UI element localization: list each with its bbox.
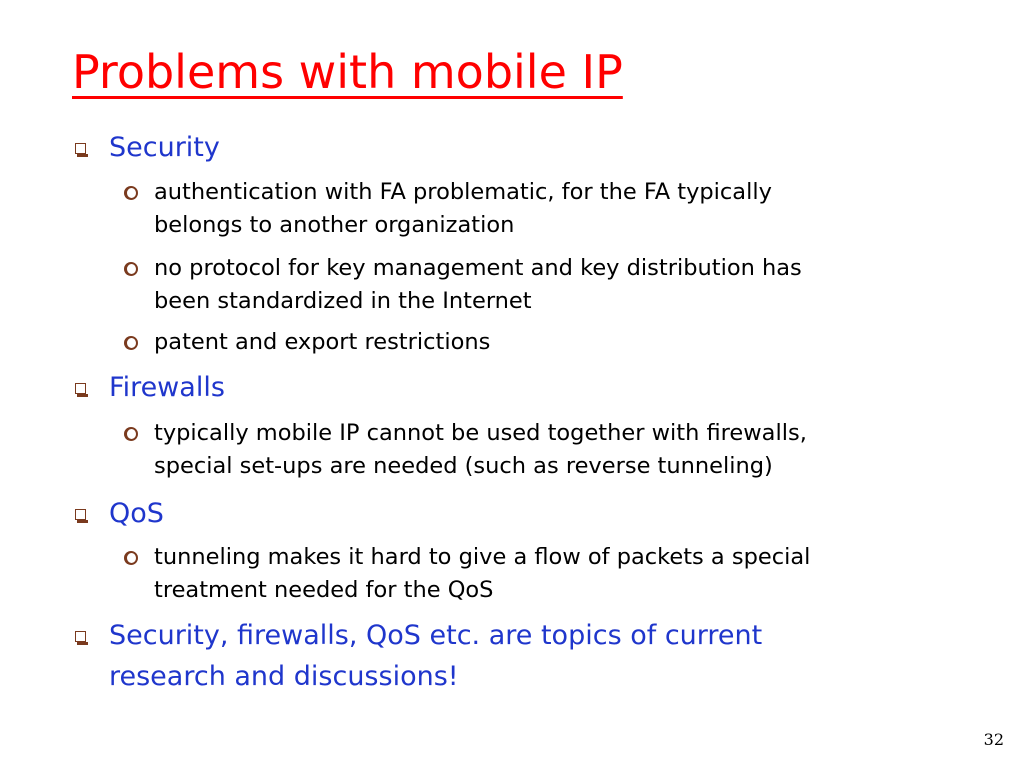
square-box-bullet-icon: [75, 631, 86, 642]
sub-bullet-line: tunneling makes it hard to give a flow of packets a special: [154, 544, 811, 570]
square-box-bullet-icon: [75, 383, 86, 394]
slide-title: Problems with mobile IP: [72, 45, 623, 99]
ring-bullet-icon: [124, 336, 138, 350]
sub-bullet-line: no protocol for key management and key distribution has: [154, 255, 802, 281]
sub-bullet-line: patent and export restrictions: [154, 329, 491, 355]
bullet-label: QoS: [109, 498, 164, 529]
sub-bullet-line: treatment needed for the QoS: [154, 577, 494, 603]
ring-bullet-icon: [124, 551, 138, 565]
square-box-bullet-icon: [75, 143, 86, 154]
bullet-label-line: Security, firewalls, QoS etc. are topics of current: [109, 620, 763, 651]
sub-bullet-line: authentication with FA problematic, for the FA typically: [154, 179, 772, 205]
bullet-label: Firewalls: [109, 372, 225, 403]
sub-bullet-line: special set-ups are needed (such as reverse tunneling): [154, 453, 773, 479]
ring-bullet-icon: [124, 262, 138, 276]
ring-bullet-icon: [124, 186, 138, 200]
bullet-label: Security: [109, 132, 220, 163]
page-number: 32: [983, 730, 1004, 749]
sub-bullet-line: belongs to another organization: [154, 212, 515, 238]
square-box-bullet-icon: [75, 509, 86, 520]
sub-bullet-line: typically mobile IP cannot be used together with firewalls,: [154, 420, 807, 446]
sub-bullet-line: been standardized in the Internet: [154, 288, 532, 314]
ring-bullet-icon: [124, 427, 138, 441]
bullet-label-line: research and discussions!: [109, 661, 459, 692]
